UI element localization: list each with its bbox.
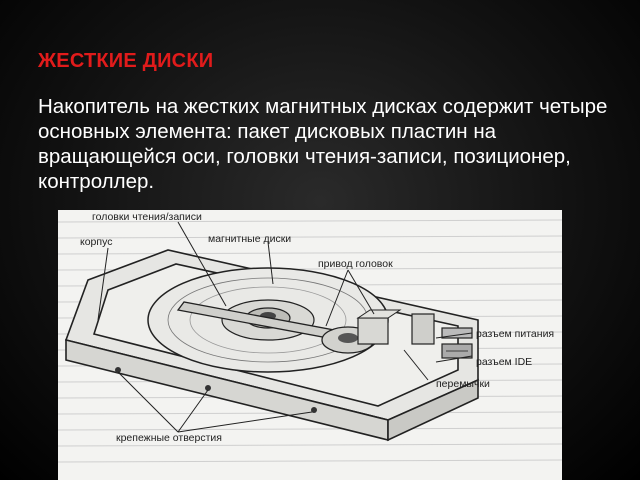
label-read-write-heads: головки чтения/записи <box>92 211 202 223</box>
slide-title: ЖЕСТКИЕ ДИСКИ <box>38 50 214 72</box>
label-head-actuator: привод головок <box>318 258 393 270</box>
slide-body-text: Накопитель на жестких магнитных дисках содержит четыре основных элемента: пакет дисковых пластин на вращающейся оси, головки чтения-записи, позиционер, контроллер. <box>38 95 608 193</box>
label-mounting-holes: крепежные отверстия <box>116 432 222 444</box>
label-case: корпус <box>80 236 113 248</box>
label-magnetic-disks: магнитные диски <box>208 233 292 245</box>
hard-drive-diagram <box>58 210 562 480</box>
label-power-connector: разъем питания <box>476 328 555 340</box>
label-jumpers: перемычки <box>436 378 490 390</box>
label-ide-connector: разъем IDE <box>476 356 533 368</box>
